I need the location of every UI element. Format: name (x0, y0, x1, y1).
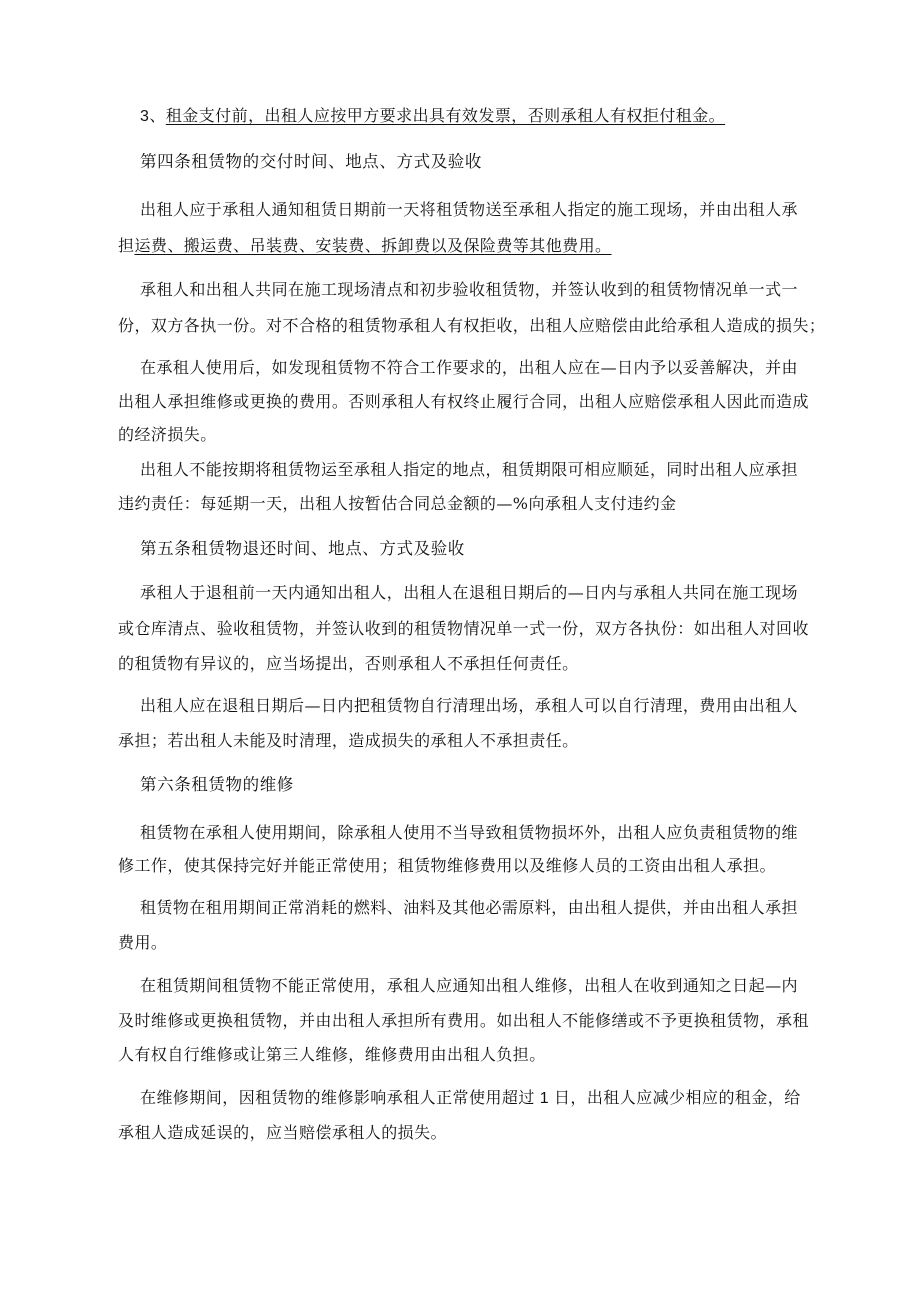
paragraph-line: 及时维修或更换租赁物，并由出租人承担所有费用。如出租人不能修缮或不予更换租赁物，承租 (118, 1011, 809, 1030)
article-4-heading: 第四条租赁物的交付时间、地点、方式及验收 (140, 152, 482, 171)
item-3 (140, 106, 725, 127)
paragraph-line: 承担；若出租人未能及时清理，造成损失的承租人不承担责任。 (118, 731, 579, 750)
paragraph-line: 份，双方各执一份。对不合格的租赁物承租人有权拒收，出租人应赔偿由此给承租人造成的损失； (118, 316, 826, 335)
paragraph-line: 承租人于退租前一天内通知出租人，出租人在退租日期后的—日内与承租人共同在施工现场 (140, 583, 799, 602)
paragraph-line: 租赁物在租用期间正常消耗的燃料、油料及其他必需原料，由出租人提供，并由出租人承担 (140, 898, 799, 917)
paragraph-line: 租赁物在承租人使用期间，除承租人使用不当导致租赁物损坏外，出租人应负责租赁物的维 (140, 823, 799, 842)
paragraph-line: 在租赁期间租赁物不能正常使用，承租人应通知出租人维修，出租人在收到通知之日起—内 (140, 976, 799, 995)
paragraph-line: 费用。 (118, 933, 168, 952)
paragraph-line: 在承租人使用后，如发现租赁物不符合工作要求的，出租人应在—日内予以妥善解决，并由 (140, 358, 799, 377)
item-number: 3、 (140, 108, 166, 125)
paragraph-line: 人有权自行维修或让第三人维修，维修费用由出租人负担。 (118, 1045, 546, 1064)
line-prefix: 担 (118, 236, 135, 255)
text-segment: 日，出租人应减少相应的租金，给 (553, 1088, 801, 1107)
paragraph-line: 承租人和出租人共同在施工现场清点和初步验收租赁物，并签认收到的租赁物情况单一式一 (140, 280, 799, 299)
paragraph-line: 违约责任：每延期一天，出租人按暂估合同总金额的—%向承租人支付违约金 (118, 494, 677, 513)
underlined-text: 租金支付前，出租人应按甲方要求出具有效发票，否则承租人有权拒付租金。 (165, 106, 726, 125)
paragraph-line: 的经济损失。 (118, 425, 217, 444)
paragraph-line (118, 236, 612, 256)
paragraph-line: 或仓库清点、验收租赁物，并签认收到的租赁物情况单一式一份，双方各执份：如出租人对回收 (118, 619, 809, 638)
underlined-text: 运费、搬运费、吊装费、安装费、拆卸费以及保险费等其他费用。 (134, 236, 612, 255)
paragraph-line (140, 1088, 801, 1109)
paragraph-line: 出租人不能按期将租赁物运至承租人指定的地点，租赁期限可相应顺延，同时出租人应承担 (140, 460, 799, 479)
article-6-heading: 第六条租赁物的维修 (140, 775, 294, 794)
paragraph-line: 承租人造成延误的，应当赔偿承租人的损失。 (118, 1123, 448, 1142)
paragraph-line: 出租人应在退租日期后—日内把租赁物自行清理出场，承租人可以自行清理，费用由出租人 (140, 696, 799, 715)
paragraph-line: 出租人承担维修或更换的费用。否则承租人有权终止履行合同，出租人应赔偿承租人因此而造成 (118, 392, 809, 411)
paragraph-line: 修工作，使其保持完好并能正常使用；租赁物维修费用以及维修人员的工资由出租人承担。 (118, 856, 777, 875)
text-segment: 在维修期间，因租赁物的维修影响承租人正常使用超过 (140, 1088, 535, 1107)
number-value: 1 (534, 1090, 554, 1107)
paragraph-line: 出租人应于承租人通知租赁日期前一天将租赁物送至承租人指定的施工现场，并由出租人承 (140, 200, 799, 219)
paragraph-line: 的租赁物有异议的，应当场提出，否则承租人不承担任何责任。 (118, 654, 579, 673)
article-5-heading: 第五条租赁物退还时间、地点、方式及验收 (140, 539, 465, 558)
